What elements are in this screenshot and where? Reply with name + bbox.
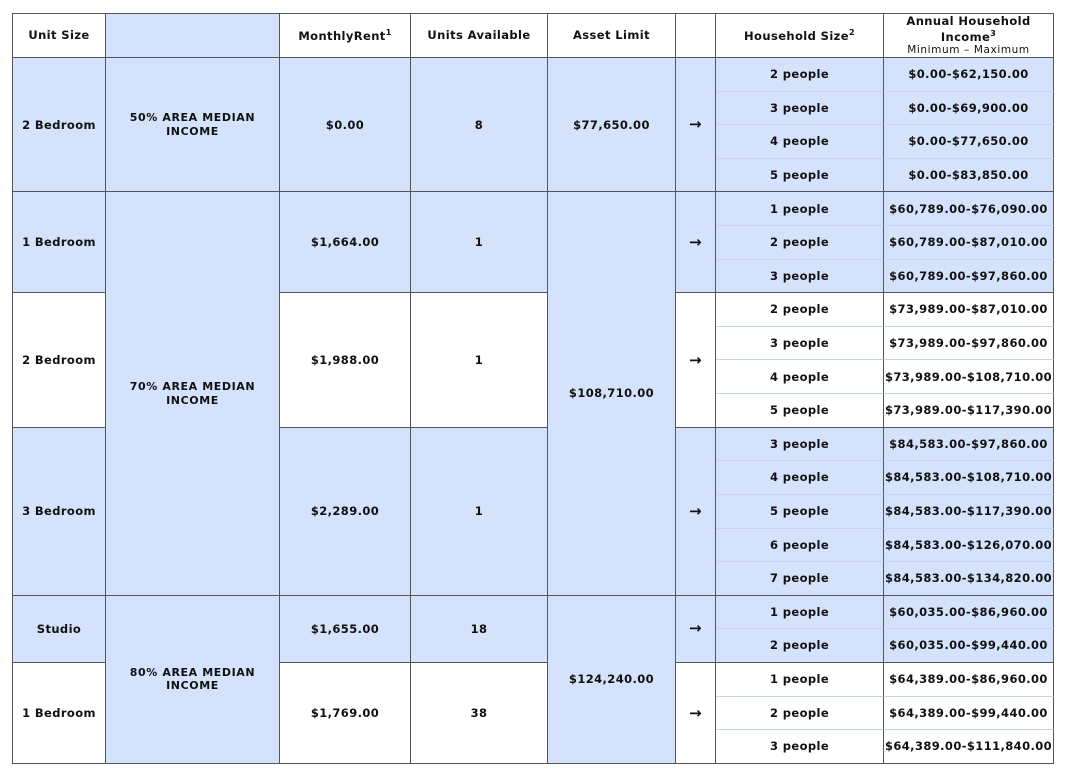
income-range-cell: $0.00-$83,850.00 bbox=[884, 159, 1054, 193]
income-tier-cell: 80% AREA MEDIAN INCOME bbox=[106, 596, 280, 764]
household-size-cell: 3 people bbox=[716, 92, 884, 126]
units-available-cell: 38 bbox=[411, 663, 548, 764]
income-range-cell: $60,789.00-$76,090.00 bbox=[884, 192, 1054, 226]
income-tier-cell: 70% AREA MEDIAN INCOME bbox=[106, 192, 280, 595]
household-size-cell: 3 people bbox=[716, 260, 884, 294]
income-range-cell: $84,583.00-$134,820.00 bbox=[884, 562, 1054, 596]
income-range-cell: $64,389.00-$111,840.00 bbox=[884, 730, 1054, 764]
income-range-cell: $60,035.00-$99,440.00 bbox=[884, 629, 1054, 663]
header-annual-income-sub: Minimum – Maximum bbox=[907, 43, 1030, 56]
income-range-cell: $60,789.00-$97,860.00 bbox=[884, 260, 1054, 294]
income-range-cell: $84,583.00-$126,070.00 bbox=[884, 529, 1054, 563]
arrow-right-icon: → bbox=[676, 596, 716, 663]
household-size-cell: 3 people bbox=[716, 327, 884, 361]
header-annual-income: Annual Household Income$^3$ Minimum – Maximum bbox=[884, 14, 1054, 58]
arrow-right-icon: → bbox=[676, 192, 716, 293]
household-size-cell: 2 people bbox=[716, 226, 884, 260]
monthly-rent-cell: $1,664.00 bbox=[280, 192, 411, 293]
asset-limit-cell: $77,650.00 bbox=[548, 58, 676, 192]
income-range-cell: $73,989.00-$97,860.00 bbox=[884, 327, 1054, 361]
header-monthly-rent: MonthlyRent$^1$ bbox=[280, 14, 411, 58]
income-tier-cell: 50% AREA MEDIAN INCOME bbox=[106, 58, 280, 192]
unit-size-cell: 2 Bedroom bbox=[13, 58, 106, 192]
income-range-cell: $73,989.00-$87,010.00 bbox=[884, 293, 1054, 327]
income-range-cell: $64,389.00-$99,440.00 bbox=[884, 697, 1054, 731]
unit-size-cell: 1 Bedroom bbox=[13, 192, 106, 293]
units-available-cell: 18 bbox=[411, 596, 548, 663]
income-range-cell: $0.00-$69,900.00 bbox=[884, 92, 1054, 126]
household-size-cell: 1 people bbox=[716, 663, 884, 697]
household-size-cell: 5 people bbox=[716, 159, 884, 193]
monthly-rent-cell: $2,289.00 bbox=[280, 428, 411, 596]
asset-limit-cell: $108,710.00 bbox=[548, 192, 676, 595]
income-range-cell: $64,389.00-$86,960.00 bbox=[884, 663, 1054, 697]
household-size-cell: 2 people bbox=[716, 58, 884, 92]
income-range-cell: $84,583.00-$97,860.00 bbox=[884, 428, 1054, 462]
header-unit-size: Unit Size bbox=[13, 14, 106, 58]
monthly-rent-cell: $1,988.00 bbox=[280, 293, 411, 427]
header-asset-limit: Asset Limit bbox=[548, 14, 676, 58]
unit-size-cell: 2 Bedroom bbox=[13, 293, 106, 427]
household-size-cell: 2 people bbox=[716, 697, 884, 731]
household-size-cell: 1 people bbox=[716, 192, 884, 226]
header-units-available: Units Available bbox=[411, 14, 548, 58]
unit-size-cell: 1 Bedroom bbox=[13, 663, 106, 764]
income-range-cell: $60,789.00-$87,010.00 bbox=[884, 226, 1054, 260]
units-available-cell: 1 bbox=[411, 293, 548, 427]
monthly-rent-cell: $1,769.00 bbox=[280, 663, 411, 764]
arrow-right-icon: → bbox=[676, 293, 716, 427]
household-size-cell: 4 people bbox=[716, 360, 884, 394]
income-range-cell: $73,989.00-$108,710.00 bbox=[884, 360, 1054, 394]
household-size-cell: 5 people bbox=[716, 495, 884, 529]
household-size-cell: 2 people bbox=[716, 293, 884, 327]
household-size-cell: 3 people bbox=[716, 428, 884, 462]
income-rent-table bbox=[12, 13, 1054, 764]
header-income-tier-blank bbox=[106, 14, 280, 58]
units-available-cell: 1 bbox=[411, 192, 548, 293]
asset-limit-cell: $124,240.00 bbox=[548, 596, 676, 764]
units-available-cell: 1 bbox=[411, 428, 548, 596]
income-range-cell: $73,989.00-$117,390.00 bbox=[884, 394, 1054, 428]
monthly-rent-cell: $0.00 bbox=[280, 58, 411, 192]
household-size-cell: 4 people bbox=[716, 461, 884, 495]
income-range-cell: $60,035.00-$86,960.00 bbox=[884, 596, 1054, 630]
arrow-right-icon: → bbox=[676, 58, 716, 192]
income-range-cell: $84,583.00-$108,710.00 bbox=[884, 461, 1054, 495]
arrow-right-icon: → bbox=[676, 428, 716, 596]
arrow-right-icon: → bbox=[676, 663, 716, 764]
income-range-cell: $0.00-$77,650.00 bbox=[884, 125, 1054, 159]
unit-size-cell: Studio bbox=[13, 596, 106, 663]
header-household-size: Household Size$^2$ bbox=[716, 14, 884, 58]
household-size-cell: 1 people bbox=[716, 596, 884, 630]
header-arrow-blank bbox=[676, 14, 716, 58]
units-available-cell: 8 bbox=[411, 58, 548, 192]
household-size-cell: 7 people bbox=[716, 562, 884, 596]
household-size-cell: 6 people bbox=[716, 529, 884, 563]
income-range-cell: $0.00-$62,150.00 bbox=[884, 58, 1054, 92]
household-size-cell: 4 people bbox=[716, 125, 884, 159]
household-size-cell: 5 people bbox=[716, 394, 884, 428]
household-size-cell: 3 people bbox=[716, 730, 884, 764]
monthly-rent-cell: $1,655.00 bbox=[280, 596, 411, 663]
income-range-cell: $84,583.00-$117,390.00 bbox=[884, 495, 1054, 529]
household-size-cell: 2 people bbox=[716, 629, 884, 663]
unit-size-cell: 3 Bedroom bbox=[13, 428, 106, 596]
